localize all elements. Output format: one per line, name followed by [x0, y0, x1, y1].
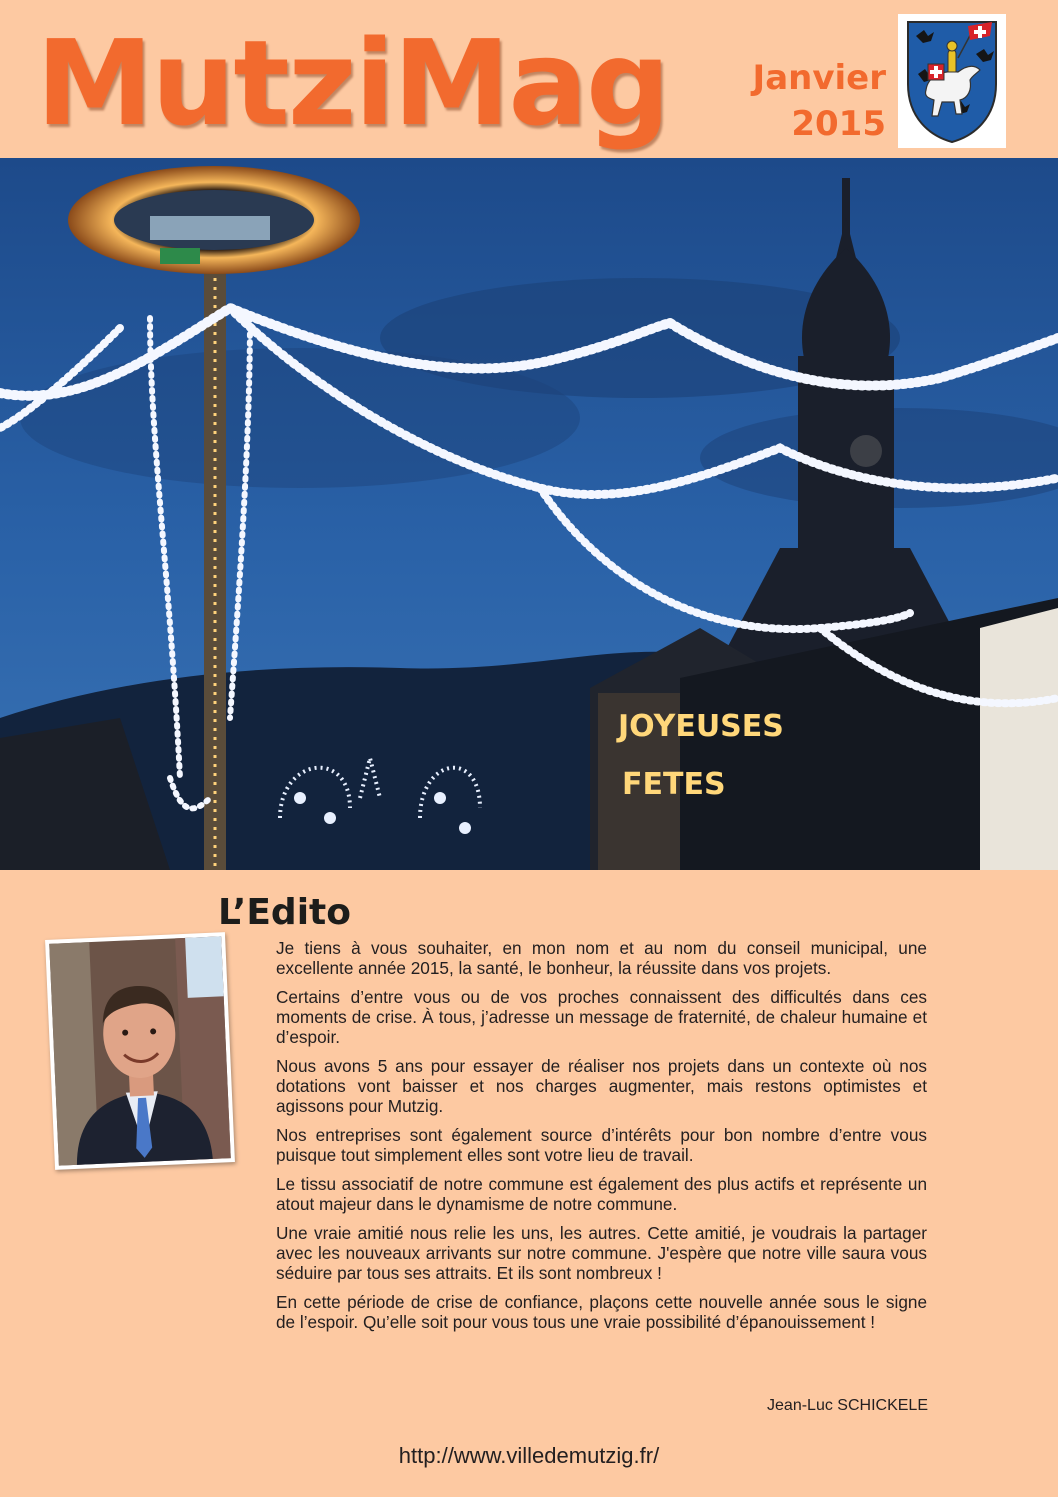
magazine-title: MutziMag	[36, 14, 669, 152]
edito-title: L’Edito	[218, 892, 351, 933]
masthead	[0, 0, 1058, 158]
edito-paragraph: Une vraie amitié nous relie les uns, les autres. Cette amitié, je voudrais la partager avec les nouveaux arrivants sur notre commune. J'espère que notre ville saura vous séduire par tous ses attraits. Et ils sont nombreux !	[276, 1223, 927, 1283]
cover-photo-christmas-lights	[0, 158, 1058, 870]
edito-body	[276, 938, 927, 1341]
sign-fetes: FETES	[622, 767, 726, 802]
sign-joyeuses: JOYEUSES	[618, 709, 784, 744]
coat-of-arms-logo	[898, 14, 1006, 148]
mayor-portrait-photo	[45, 932, 235, 1170]
edito-paragraph: Nos entreprises sont également source d’intérêts pour bon nombre d’entre vous puisque tout simplement elles sont votre lieu de travail.	[276, 1125, 927, 1165]
edito-paragraph: Nous avons 5 ans pour essayer de réaliser nos projets dans un contexte où nos dotations vont baisser et nos charges augmenter, mais restons optimistes et agissons pour Mutzig.	[276, 1056, 927, 1116]
edito-paragraph: Certains d’entre vous ou de vos proches connaissent des difficultés dans ces moments de crise. À tous, j’adresse un message de fraternité, de chaleur humaine et d’espoir.	[276, 987, 927, 1047]
edito-paragraph: Le tissu associatif de notre commune est également des plus actifs et représente un atout majeur dans le dynamisme de notre commune.	[276, 1174, 927, 1214]
issue-month: Janvier	[752, 58, 886, 98]
edito-paragraph: En cette période de crise de confiance, plaçons cette nouvelle année sous le signe de l’espoir. Qu’elle soit pour vous tous une vraie possibilité d’épanouissement !	[276, 1292, 927, 1332]
website-link[interactable]: http://www.villedemutzig.fr/	[398, 1443, 660, 1468]
edito-signature: Jean-Luc SCHICKELE	[767, 1397, 928, 1414]
edito-paragraph: Je tiens à vous souhaiter, en mon nom et au nom du conseil municipal, une excellente année 2015, la santé, le bonheur, la réussite dans vos projets.	[276, 938, 927, 978]
issue-year: 2015	[791, 104, 886, 144]
